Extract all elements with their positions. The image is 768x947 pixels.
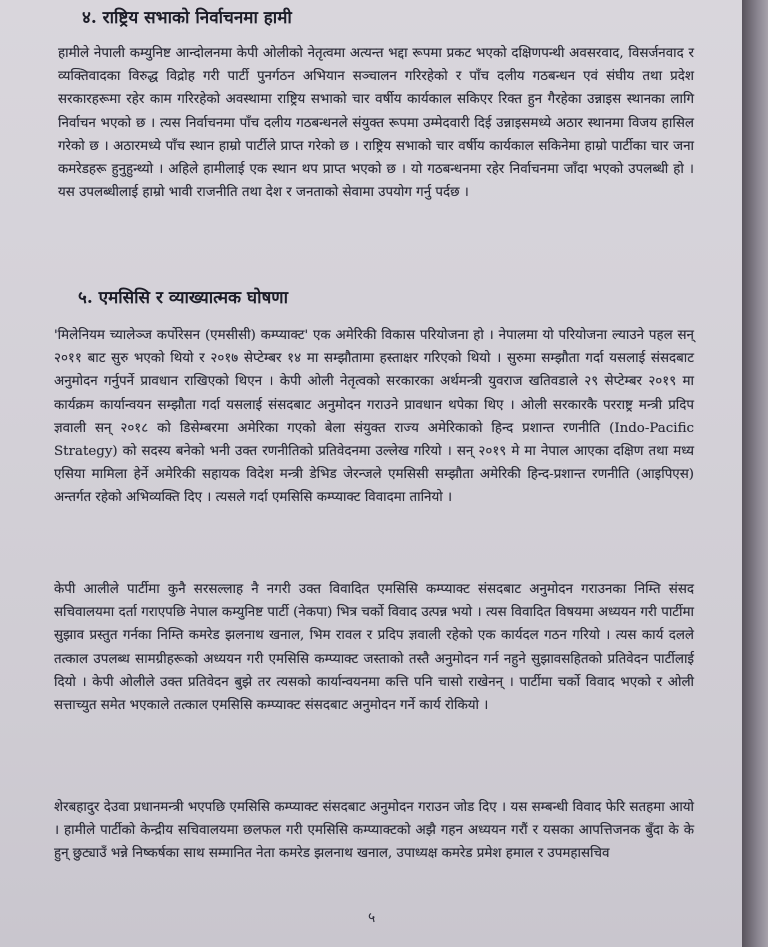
- section-5-paragraph-3: शेरबहादुर देउवा प्रधानमन्त्री भएपछि एमसिसि कम्प्याक्ट संसदबाट अनुमोदन गराउन जोड दिए । यस सम्बन्धी विवाद फेरि सतहमा आयो । हामीले पार्टीको केन्द्रीय सचिवालयमा छलफल गरी एमसिसि कम्प्याक्टको अझै गहन अध्ययन गरौं र यसका आपत्तिजनक बुँदा के के हुन् छुट्याउँ भन्ने निष्कर्षका साथ सम्मानित नेता कमरेड झलनाथ खनाल, उपाध्यक्ष कमरेड प्रमेश हमाल र उपमहासचिव: [54, 800, 694, 862]
- section-4-paragraph: हामीले नेपाली कम्युनिष्ट आन्दोलनमा केपी ओलीको नेतृत्वमा अत्यन्त भद्दा रूपमा प्रकट भएको दक्षिणपन्थी अवसरवाद, विसर्जनवाद र व्यक्तिवादका विरुद्ध विद्रोह गरी पार्टी पुनर्गठन अभियान सञ्चालन गरिरहेको र पाँच दलीय गठबन्धन एवं संघीय तथा प्रदेश सरकारहरूमा रहेर काम गरिरहेको अवस्थामा राष्ट्रिय सभाको चार वर्षीय कार्यकाल सकिएर रिक्त हुन गैरहेका उन्नाइस स्थानका लागि निर्वाचन भएको छ । त्यस निर्वाचनमा पाँच दलीय गठबन्धनले संयुक्त रूपमा उम्मेदवारी दिई उन्नाइसमध्ये अठार स्थानमा विजय हासिल गरेको छ । अठारमध्ये पाँच स्थान हाम्रो पार्टीले प्राप्त गरेको छ । राष्ट्रिय सभाको चार वर्षीय कार्यकाल सकिनेमा हाम्रो पार्टीका चार जना कमरेडहरू हुनुहुन्थ्यो । अहिले हामीलाई एक स्थान थप प्राप्त भएको छ । यो गठबन्धनमा रहेर निर्वाचनमा जाँदा भएको उपलब्धी हो । यस उपलब्धीलाई हाम्रो भावी राजनीति तथा देश र जनताको सेवामा उपयोग गर्नु पर्दछ ।: [58, 46, 694, 201]
- section-4-heading: ४. राष्ट्रिय सभाको निर्वाचनमा हामी: [82, 8, 292, 28]
- section-5-heading: ५. एमसिसि र व्याख्यात्मक घोषणा: [78, 288, 288, 308]
- background-edge: [742, 0, 768, 947]
- section-5-paragraph-2: केपी आलीले पार्टीमा कुनै सरसल्लाह नै नगरी उक्त विवादित एमसिसि कम्प्याक्ट संसदबाट अनुमोदन गराउनका निम्ति संसद सचिवालयमा दर्ता गराएपछि नेपाल कम्युनिष्ट पार्टी (नेकपा) भित्र चर्को विवाद उत्पन्न भयो । त्यस विवादित विषयमा अध्ययन गरी पार्टीमा सुझाव प्रस्तुत गर्नका निम्ति कमरेड झलनाथ खनाल, भिम रावल र प्रदिप ज्ञवाली रहेको एक कार्यदल गठन गरियो । त्यस कार्य दलले तत्काल उपलब्ध सामग्रीहरूको अध्ययन गरी एमसिसि कम्प्याक्ट जस्ताको तस्तै अनुमोदन गर्न नहुने सुझावसहितको प्रतिवेदन पार्टीलाई दियो । केपी ओलीले उक्त प्रतिवेदन बुझे तर त्यसको कार्यान्वयनमा कत्ति पनि चासो राखेनन् । पार्टीमा चर्को विवाद भएको र ओली सत्ताच्युत समेत भएकाले तत्काल एमसिसि कम्प्याक्ट संसदबाट अनुमोदन गर्ने कार्य रोकियो ।: [54, 582, 694, 714]
- page-number: ५: [368, 910, 376, 926]
- section-5-paragraph-1: 'मिलेनियम च्यालेञ्ज कर्पोरेसन (एमसीसी) कम्प्याक्ट' एक अमेरिकी विकास परियोजना हो । नेपालमा यो परियोजना ल्याउने पहल सन् २०११ बाट सुरु भएको थियो र २०१७ सेप्टेम्बर १४ मा सम्झौतामा हस्ताक्षर गरिएको थियो । सुरुमा सम्झौता गर्दा यसलाई संसदबाट अनुमोदन गर्नुपर्ने प्रावधान राखिएको थिएन । केपी ओली नेतृत्वको सरकारका अर्थमन्त्री युवराज खतिवडाले २९ सेप्टेम्बर २०१९ मा कार्यक्रम कार्यान्वयन सम्झौता गर्दा यसलाई संसदबाट अनुमोदन गराउने प्रावधान थपेका थिए । ओली सरकारकै परराष्ट्र मन्त्री प्रदिप ज्ञवाली सन् २०१८ को डिसेम्बरमा अमेरिका गएको बेला संयुक्त राज्य अमेरिकाको हिन्द प्रशान्त रणनीति (Indo-Pacific Strategy) को सदस्य बनेको भनी उक्त रणनीतिको प्रतिवेदनमा उल्लेख गरियो । सन् २०१९ मे मा नेपाल आएका दक्षिण तथा मध्य एसिया मामिला हेर्ने अमेरिकी सहायक विदेश मन्त्री डेभिड जेरन्जले एमसिसी सम्झौता अमेरिकी हिन्द-प्रशान्त रणनीति (आइपिएस) अन्तर्गत रहेको अभिव्यक्ति दिए । त्यसले गर्दा एमसिसि कम्प्याक्ट विवादमा तानियो ।: [54, 328, 694, 506]
